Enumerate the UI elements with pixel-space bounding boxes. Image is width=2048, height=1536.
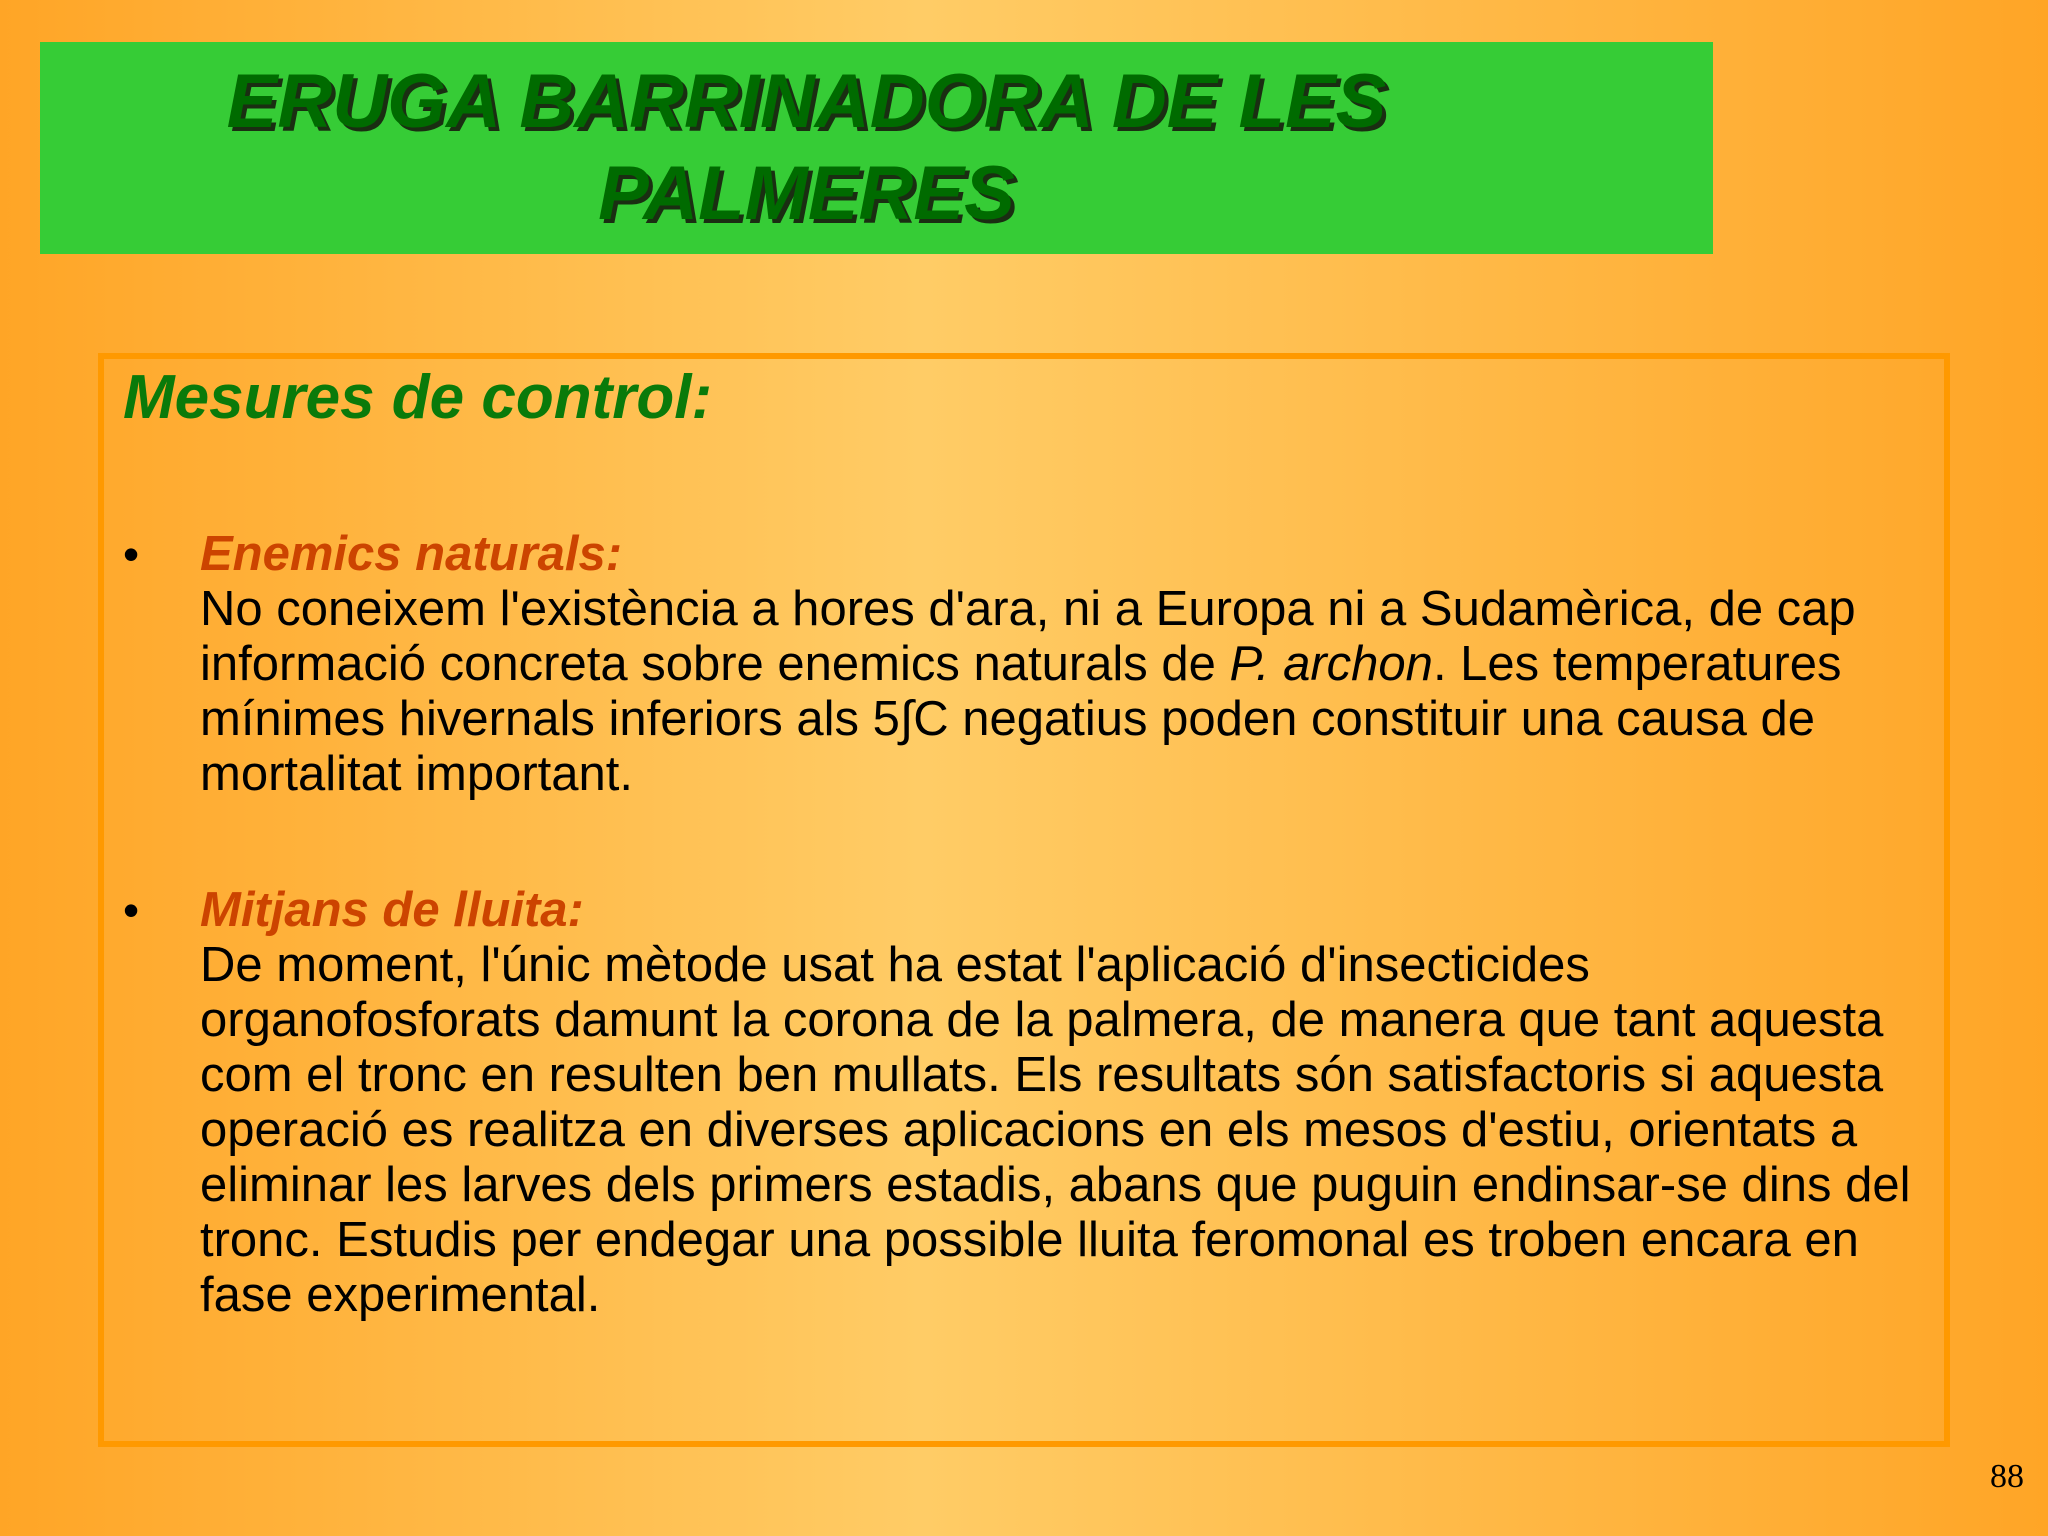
bullet-icon: • [123, 884, 140, 936]
bullet-text [200, 582, 1940, 802]
bullet-icon: • [123, 528, 140, 580]
page-number: 88 [1990, 1458, 2024, 1495]
bullet-text-part: No coneixem l'existència a hores d'ara, ni a Europa ni a Sudamèrica, de cap informació concreta sobre enemics naturals de [200, 582, 1856, 691]
bullet-body [200, 883, 1940, 1323]
bullet-heading: Mitjans de lluita: [200, 883, 584, 937]
title-banner [40, 42, 1713, 254]
bullet-text-part: . Les temperatures mínimes hivernals inferiors als 5∫C negatius poden constituir una causa de mortalitat important. [200, 637, 1842, 801]
bullet-text: De moment, l'únic mètode usat ha estat l'aplicació d'insecticides organofosforats damunt la corona de la palmera, de manera que tant aquesta com el tronc en resulten ben mullats. Els resultats són satisfactoris si aquesta operació es realitza en diverses aplicacions en els mesos d'estiu, orientats a eliminar les larves dels primers estadis, abans que puguin endinsar-se dins del tronc. Estudis per endegar una possible lluita feromonal es troben encara en fase experimental. [200, 938, 1911, 1322]
bullet-heading: Enemics naturals: [200, 527, 623, 581]
bullet-body [200, 527, 1940, 802]
slide-title: ERUGA BARRINADORA DE LES PALMERES [226, 59, 1387, 236]
section-title: Mesures de control: [123, 363, 713, 432]
species-name: P. archon [1229, 637, 1433, 691]
